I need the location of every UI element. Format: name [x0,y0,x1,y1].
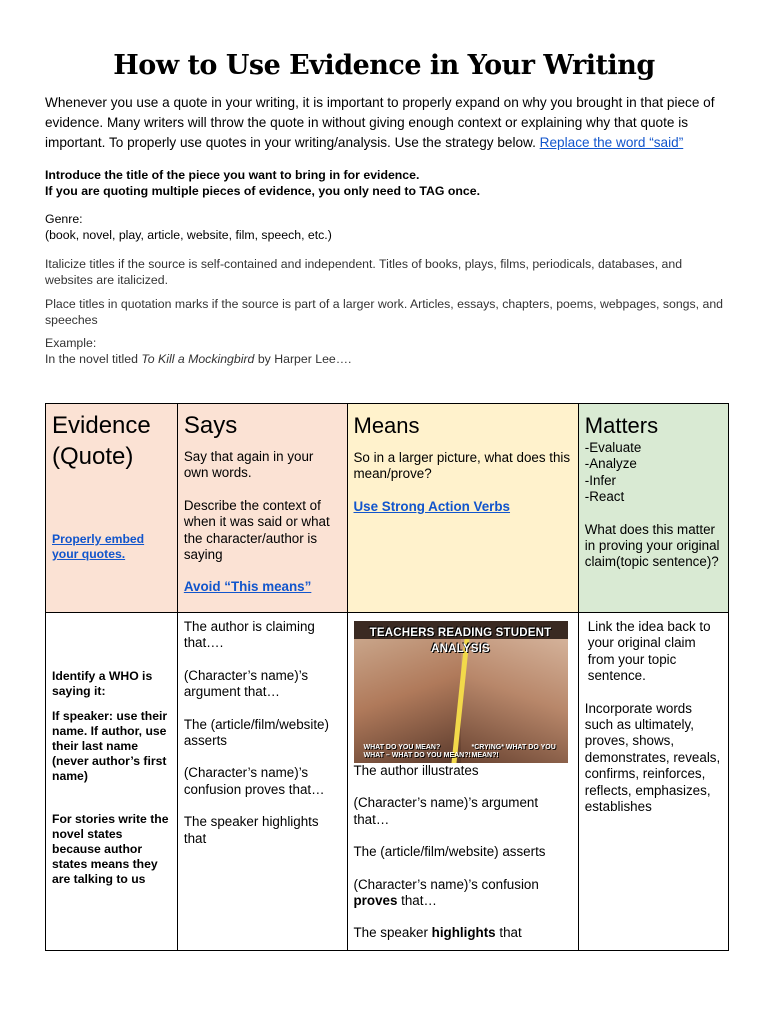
means-stem-text: that [495,925,522,941]
means-instruction: So in a larger picture, what does this mean/prove? [353,450,571,482]
evidence-table [45,403,729,951]
page-title: How to Use Evidence in Your Writing [113,50,655,81]
stories-rule: For stories write the novel states because author states means they are talking to us [52,812,169,886]
says-instruction-2: Describe the context of when it was said or what the character/author is saying [183,497,330,563]
example-text [45,352,725,368]
evidence-body-cell [46,613,178,951]
matters-question: What does this matter in proving your original claim(topic sentence)? [584,521,720,570]
means-stem-verb: highlights [431,925,496,941]
replace-said-link[interactable]: Replace the word “said” [539,135,684,150]
avoid-this-means-link[interactable]: Avoid “This means” [183,579,312,595]
quotation-note: Place titles in quotation marks if the source is part of a larger work. Articles, essays, chapters, poems, webpages, songs, and speeches [45,297,724,327]
instructions [45,168,735,199]
matters-heading: Matters [584,413,659,438]
matters-body-cell [578,613,728,951]
incorporate-words: Incorporate words such as ultimately, proves, shows, demonstrates, reveals, confirms, reinforces, reflects, emphasizes, establishes [584,700,721,815]
intro-text: Whenever you use a quote in your writing, it is important to properly expand on why you brought in that piece of evidence. Many writers will throw the quote in without giving enough context or explaining why that quote is important. To properly use quotes in your writing/analysis. Use the strategy below. [45,95,715,150]
evidence-header-cell [46,404,178,613]
says-stem: The (article/film/website) asserts [183,716,329,749]
strong-verbs-link[interactable]: Use Strong Action Verbs [353,498,511,514]
italicize-note: Italicize titles if the source is self-contained and independent. Titles of books, plays, films, periodicals, databases, and websites are italicized. [45,257,683,287]
means-stem-text: (Character’s name)’s confusion [353,876,539,892]
example-suffix: by Harper Lee…. [254,351,352,366]
means-stem [354,925,572,941]
means-heading: Means [353,413,420,438]
meme-image [354,621,568,763]
meme-caption-right: *CRYING* WHAT DO YOU MEAN?! [471,744,556,759]
evidence-heading: Evidence (Quote) [52,412,151,470]
example-prefix: In the novel titled [45,351,142,366]
meme-caption-left: WHAT DO YOU MEAN? WHAT – WHAT DO YOU MEAN?! [363,744,471,759]
means-stem: (Character’s name)’s argument that… [353,795,539,827]
embed-quotes-link[interactable]: Properly embed your quotes. [52,532,145,561]
means-stem-text: that… [397,893,437,909]
example-block [45,336,725,367]
means-body-cell [347,613,578,951]
matters-item: -React [584,489,625,505]
says-header-cell [177,404,347,613]
means-stem: The (article/film/website) asserts [353,844,546,860]
means-stem-text: The speaker [353,925,432,941]
means-header-cell [347,404,578,613]
genre-label: Genre: [45,212,83,226]
says-heading: Says [183,412,238,439]
table-body-row [46,613,729,951]
link-back-text: Link the idea back to your original claim from your topic sentence. [587,619,711,684]
says-instruction-1: Say that again in your own words. [183,449,314,481]
identify-who: Identify a WHO is saying it: [52,669,153,698]
matters-item: -Evaluate [584,440,642,455]
table-header-row [46,404,729,613]
says-stem: (Character’s name)’s confusion proves that… [183,765,325,797]
says-stem: The speaker highlights that [183,814,319,846]
matters-item: -Analyze [584,456,637,472]
intro-paragraph [45,93,725,153]
meme-title: TEACHERS READING STUDENT ANALYSIS [369,627,552,656]
says-stem: (Character’s name)’s argument that… [183,667,309,700]
says-body-cell [177,613,347,951]
speaker-rule: If speaker: use their name. If author, use their last name (never author’s first name) [52,709,168,783]
genre-block [45,212,725,243]
means-stem-verb: proves [353,893,398,909]
example-book-title: To Kill a Mockingbird [141,351,255,366]
means-stem: The author illustrates [353,763,479,778]
example-label: Example: [45,336,97,350]
genre-list: (book, novel, play, article, website, film, speech, etc.) [45,227,332,242]
instruction-line-1: Introduce the title of the piece you want to bring in for evidence. [45,168,420,182]
matters-header-cell [578,404,728,613]
says-stem: The author is claiming that…. [183,619,315,651]
instruction-line-2: If you are quoting multiple pieces of evidence, you only need to TAG once. [45,183,481,198]
means-stem [354,877,572,910]
matters-item: -Infer [584,472,617,488]
